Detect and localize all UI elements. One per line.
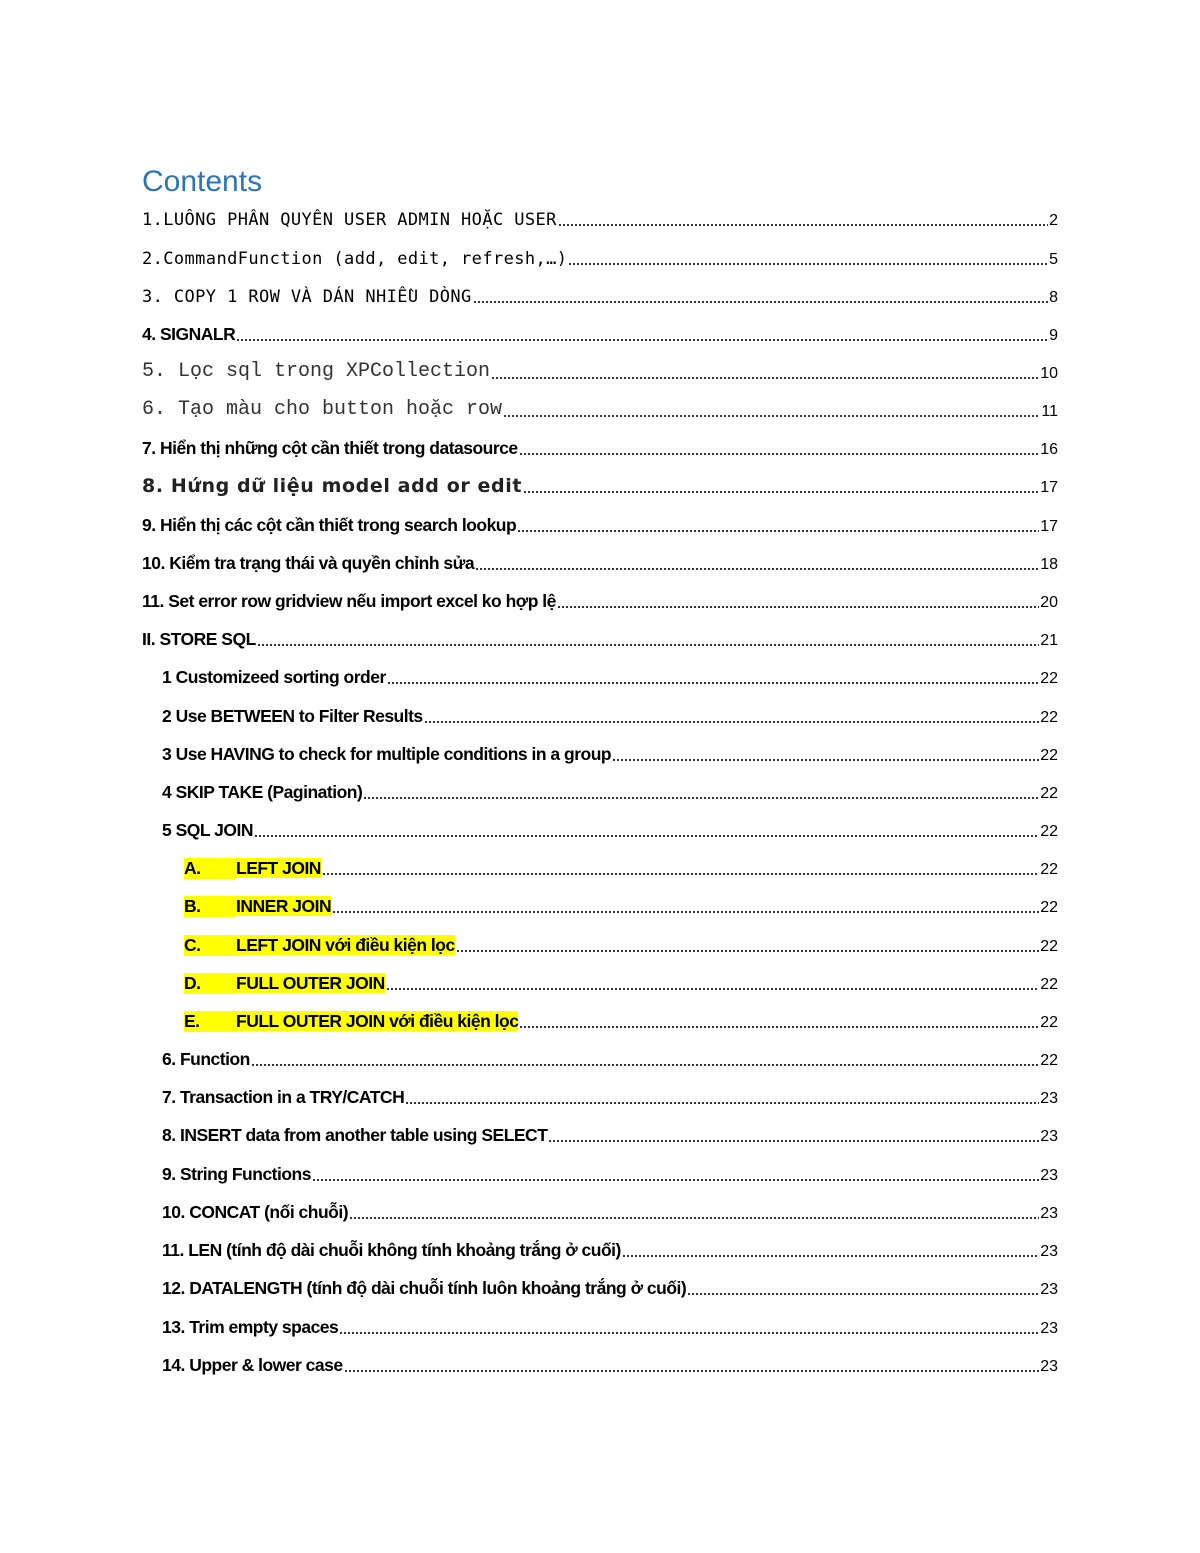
toc-entry-17[interactable] [162, 811, 1058, 845]
toc-entry-letter: E. [184, 1011, 236, 1032]
toc-leader [236, 339, 1048, 341]
toc-leader [387, 682, 1039, 684]
toc-leader [322, 873, 1039, 875]
toc-entry-label: 2.CommandFunction (add, edit, refresh,…) [142, 249, 568, 269]
toc-entry-label: 13. Trim empty spaces [162, 1317, 339, 1337]
toc-entry-page: 17 [1040, 518, 1058, 535]
toc-leader [363, 797, 1039, 799]
toc-entry-page: 18 [1040, 556, 1058, 573]
toc-leader [332, 911, 1039, 913]
toc-entry-page: 23 [1040, 1281, 1058, 1298]
toc-entry-label: 5 SQL JOIN [162, 820, 253, 840]
toc-entry-page: 22 [1040, 899, 1058, 916]
toc-entry-28[interactable] [162, 1231, 1058, 1265]
toc-entry-label: 6. Tạo màu cho button hoặc row [142, 398, 503, 421]
toc-entry-label: FULL OUTER JOIN [236, 973, 385, 993]
toc-entry-6[interactable] [142, 391, 1058, 425]
toc-entry-27[interactable] [162, 1193, 1058, 1227]
toc-entry-8[interactable] [142, 467, 1058, 501]
toc-leader [349, 1217, 1039, 1219]
toc-entry-16[interactable] [162, 773, 1058, 807]
toc-entry-5[interactable] [142, 353, 1058, 387]
toc-leader [519, 453, 1040, 455]
toc-entry-label: 5. Lọc sql trong XPCollection [142, 360, 491, 383]
toc-entry-label: 1 Customizeed sorting order [162, 667, 386, 687]
toc-entry-7[interactable] [142, 429, 1058, 463]
toc-entry-1[interactable] [142, 200, 1058, 234]
toc-entry-23[interactable] [162, 1040, 1058, 1074]
toc-entry-letter: C. [184, 935, 236, 956]
toc-leader [257, 644, 1039, 646]
toc-leader [503, 415, 1040, 417]
toc-entry-15[interactable] [162, 735, 1058, 769]
toc-leader [473, 301, 1048, 303]
toc-entry-label: 14. Upper & lower case [162, 1355, 343, 1375]
toc-entry-label: 2 Use BETWEEN to Filter Results [162, 706, 423, 726]
toc-entry-page: 21 [1040, 632, 1058, 649]
toc-entry-page: 5 [1049, 251, 1058, 268]
toc-entry-26[interactable] [162, 1155, 1058, 1189]
toc-entry-letter: B. [184, 896, 236, 917]
toc-entry-page: 22 [1040, 1052, 1058, 1069]
toc-leader [475, 568, 1039, 570]
toc-entry-label: II. STORE SQL [142, 629, 256, 649]
toc-entry-label: 11. LEN (tính độ dài chuỗi không tính khoảng trắng ở cuối) [162, 1240, 621, 1260]
toc-entry-page: 8 [1049, 289, 1058, 306]
toc-leader [339, 1332, 1039, 1334]
toc-entry-page: 23 [1040, 1320, 1058, 1337]
toc-entry-30[interactable] [162, 1308, 1058, 1342]
toc-leader [344, 1370, 1040, 1372]
toc-entry-label: 6. Function [162, 1049, 250, 1069]
toc-entry-label: 8. INSERT data from another table using SELECT [162, 1125, 548, 1145]
toc-entry-page: 23 [1040, 1243, 1058, 1260]
toc-leader [687, 1293, 1039, 1295]
toc-leader [558, 224, 1048, 226]
toc-entry-14[interactable] [162, 697, 1058, 731]
toc-entry-2[interactable] [142, 239, 1058, 273]
toc-leader [557, 606, 1039, 608]
toc-entry-letter: D. [184, 973, 236, 994]
toc-leader [251, 1064, 1039, 1066]
toc-entry-22[interactable] [184, 1002, 1058, 1036]
toc-leader [517, 530, 1039, 532]
toc-entry-label: LEFT JOIN với điều kiện lọc [236, 935, 455, 955]
toc-entry-label: 7. Hiển thị những cột cần thiết trong datasource [142, 438, 518, 458]
toc-entry-label: 10. CONCAT (nối chuỗi) [162, 1202, 349, 1222]
toc-entry-page: 23 [1040, 1358, 1058, 1375]
toc-entry-19[interactable] [184, 887, 1058, 921]
toc-entry-page: 23 [1040, 1090, 1058, 1107]
toc-entry-page: 20 [1040, 594, 1058, 611]
toc-entry-13[interactable] [162, 658, 1058, 692]
toc-entry-label: LEFT JOIN [236, 858, 321, 878]
toc-entry-label: 3. COPY 1 ROW VÀ DÁN NHIỀU DÒNG [142, 287, 472, 307]
toc-entry-29[interactable] [162, 1269, 1058, 1303]
toc-entry-label: 4. SIGNALR [142, 324, 236, 344]
toc-entry-page: 9 [1049, 327, 1058, 344]
toc-entry-label: 4 SKIP TAKE (Pagination) [162, 782, 363, 802]
toc-leader [312, 1179, 1039, 1181]
toc-leader [491, 377, 1039, 379]
toc-entry-label: 11. Set error row gridview nếu import excel ko hợp lệ [142, 591, 556, 611]
toc-entry-label: 9. String Functions [162, 1164, 311, 1184]
toc-entry-page: 17 [1040, 479, 1058, 496]
toc-entry-page: 23 [1040, 1167, 1058, 1184]
toc-entry-page: 22 [1040, 785, 1058, 802]
toc-leader [456, 950, 1039, 952]
toc-leader [254, 835, 1039, 837]
toc-title: Contents [142, 165, 263, 198]
toc-entry-18[interactable] [184, 849, 1058, 883]
toc-entry-page: 22 [1040, 861, 1058, 878]
toc-leader [523, 491, 1039, 493]
toc-leader [424, 721, 1040, 723]
toc-leader [405, 1102, 1039, 1104]
toc-leader [612, 759, 1039, 761]
toc-leader [548, 1140, 1039, 1142]
toc-entry-page: 22 [1040, 976, 1058, 993]
toc-leader [622, 1255, 1039, 1257]
toc-entry-page: 22 [1040, 1014, 1058, 1031]
toc-leader [568, 263, 1048, 265]
toc-entry-page: 23 [1040, 1205, 1058, 1222]
toc-entry-9[interactable] [142, 506, 1058, 540]
toc-entry-24[interactable] [162, 1078, 1058, 1112]
toc-entry-page: 2 [1049, 212, 1058, 229]
toc-entry-label: 10. Kiểm tra trạng thái và quyền chỉnh sửa [142, 553, 475, 573]
toc-leader [386, 988, 1039, 990]
toc-entry-page: 16 [1040, 441, 1058, 458]
toc-entry-21[interactable] [184, 964, 1058, 998]
toc-entry-label: 12. DATALENGTH (tính độ dài chuỗi tính luôn khoảng trắng ở cuối) [162, 1278, 687, 1298]
toc-entry-20[interactable] [184, 926, 1058, 960]
toc-entry-label: 1.LUÔNG PHÂN QUYÊN USER ADMIN HOẶC USER [142, 210, 557, 230]
toc-entry-11[interactable] [142, 582, 1058, 616]
toc-entry-12[interactable] [142, 620, 1058, 654]
toc-entry-page: 22 [1040, 747, 1058, 764]
toc-entry-page: 10 [1040, 365, 1058, 382]
toc-entry-page: 22 [1040, 823, 1058, 840]
toc-entry-page: 22 [1040, 670, 1058, 687]
toc-entry-10[interactable] [142, 544, 1058, 578]
toc-entry-page: 11 [1041, 403, 1058, 420]
toc-entry-page: 22 [1040, 938, 1058, 955]
toc-entry-25[interactable] [162, 1116, 1058, 1150]
toc-entry-label: FULL OUTER JOIN với điều kiện lọc [236, 1011, 519, 1031]
toc-entry-label: 7. Transaction in a TRY/CATCH [162, 1087, 405, 1107]
toc-entry-3[interactable] [142, 277, 1058, 311]
toc-entry-4[interactable] [142, 315, 1058, 349]
toc-entry-label: 8. Hứng dữ liệu model add or edit [142, 475, 523, 497]
toc-entry-label: 9. Hiển thị các cột cần thiết trong search lookup [142, 515, 517, 535]
toc-entry-label: 3 Use HAVING to check for multiple conditions in a group [162, 744, 612, 764]
toc-leader [519, 1026, 1039, 1028]
toc-entry-page: 22 [1040, 709, 1058, 726]
toc-entry-page: 23 [1040, 1128, 1058, 1145]
toc-entry-31[interactable] [162, 1346, 1058, 1380]
toc-entry-label: INNER JOIN [236, 896, 332, 916]
toc-entry-letter: A. [184, 858, 236, 879]
